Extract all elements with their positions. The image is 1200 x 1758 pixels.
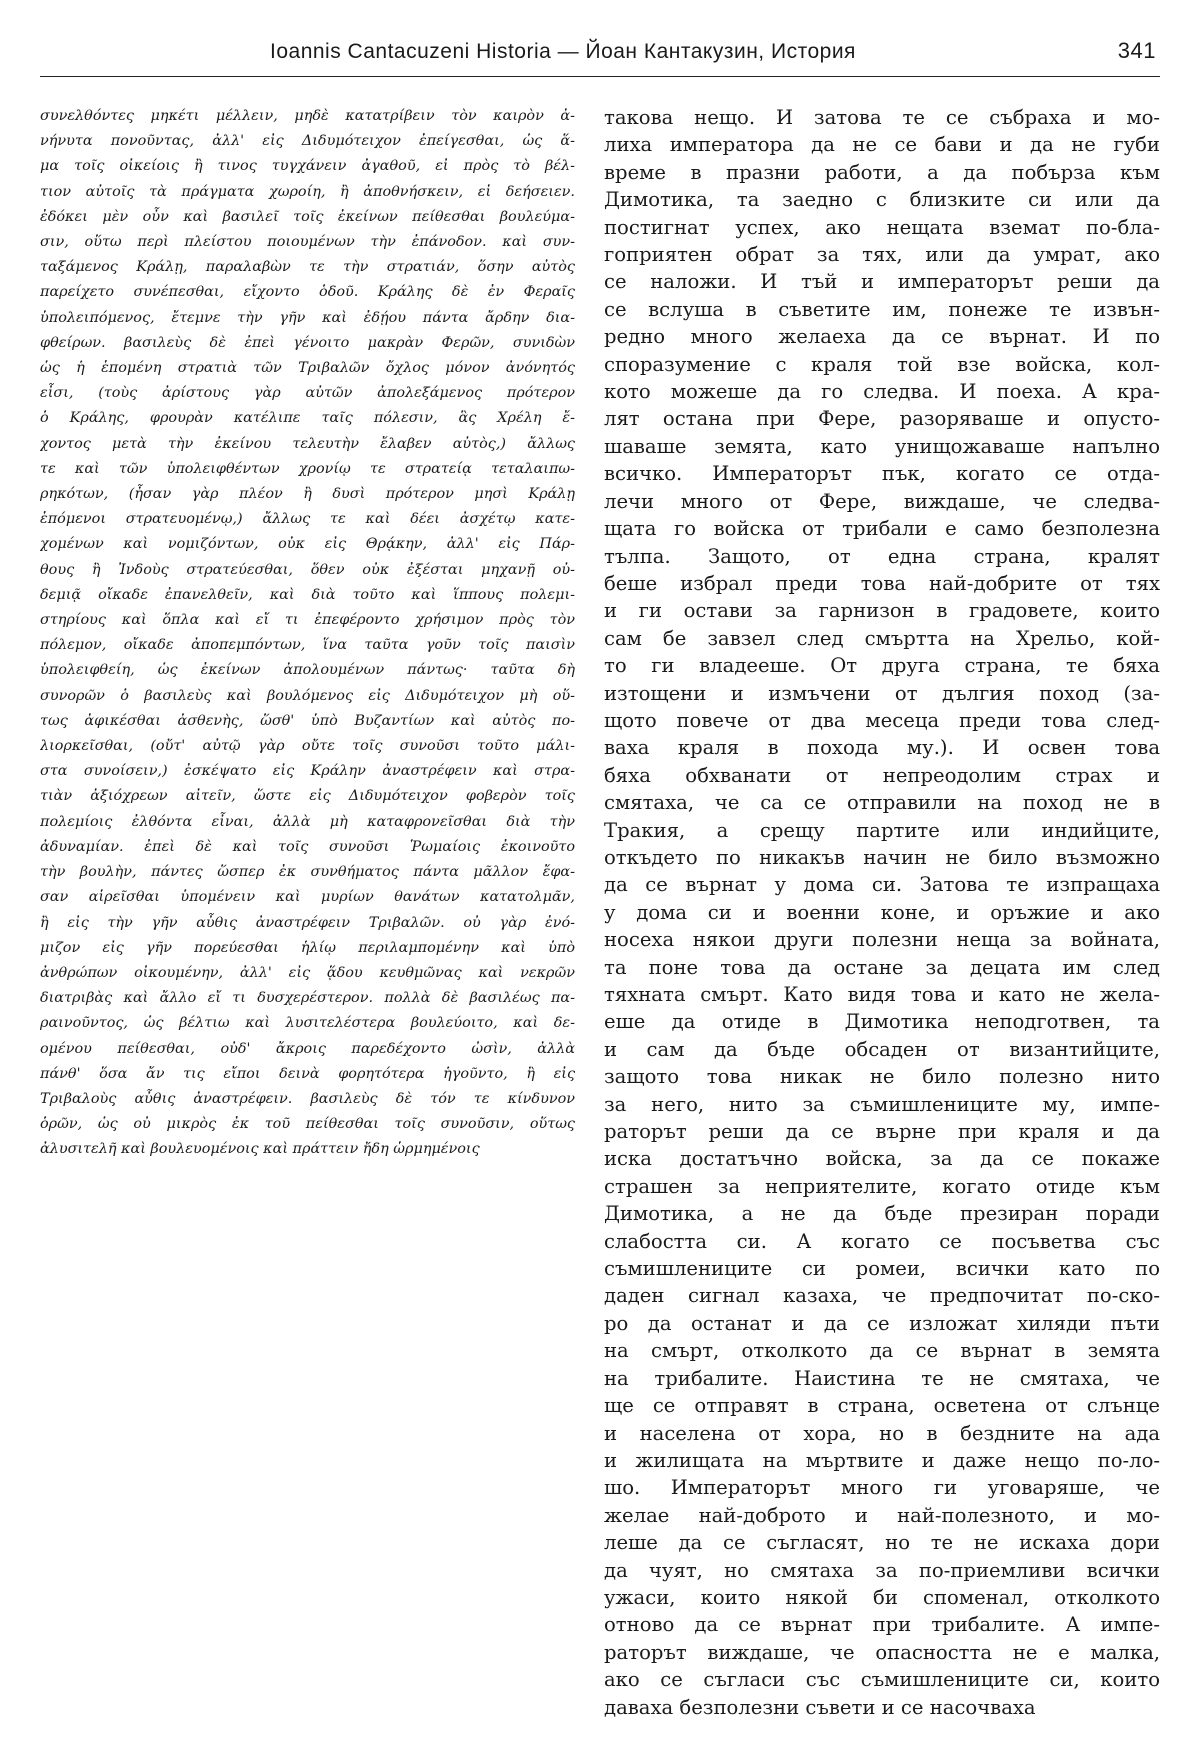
greek-text-line: μιζον εἰς γῆν πορεύεσθαι ἡλίῳ περιλαμπομένην καὶ ὑπὸ	[40, 939, 575, 956]
bulgarian-text-line: Тракия, а срещу партите или индийците,	[604, 818, 1160, 842]
bulgarian-text-line: еше да отиде в Димотика неподготвен, та	[604, 1010, 1160, 1034]
bulgarian-text-line: такова нещо. И затова те се събраха и мо-	[604, 106, 1160, 129]
bulgarian-text-line: на смърт, отколкото да се върнат в земята	[604, 1339, 1160, 1363]
greek-text-line: Τριβαλοὺς αὖθις ἀναστρέφειν. βασιλεὺς δὲ τόν τε κίνδυνον	[40, 1090, 575, 1107]
bulgarian-text-line: тълпа. Защото, от една страна, кралят	[604, 544, 1160, 568]
bulgarian-text-line: раторът реши да се върне при краля и да	[604, 1120, 1160, 1144]
greek-text-line: ομένου πείθεσθαι, οὐδ' ἄκροις παρεδέχοντο ὠσὶν, ἀλλὰ	[40, 1040, 575, 1057]
bulgarian-text-line: и жилищата на мъртвите и даже нещо по-ло-	[604, 1448, 1160, 1472]
bulgarian-text-line: лиха императора да не се бави и да не губи	[604, 133, 1160, 157]
greek-text-line: ὁ Κράλης, φρουρὰν κατέλιπε ταῖς πόλεσιν, ἃς Χρέλη ἔ-	[40, 410, 575, 427]
bulgarian-text-line: изтощени и измъчени от дългия поход (за-	[604, 681, 1160, 705]
bulgarian-text-line: тяхната смърт. Като видя това и като не жела-	[604, 983, 1160, 1006]
running-head	[40, 36, 1160, 77]
greek-text-line: παρείχετο συνέπεσθαι, εἴχοντο ὁδοῦ. Κράλης δὲ ἐν Φεραῖς	[40, 284, 575, 301]
bulgarian-text-line: сам бе завзел след смъртта на Хрельо, кой-	[604, 626, 1160, 650]
bulgarian-text-line: и сам да бъде обсаден от византийците,	[604, 1037, 1160, 1061]
greek-text-line: ὡς ἡ ἑπομένη στρατιὰ τῶν Τριβαλῶν ὄχλος μόνον ἀνόνητός	[40, 360, 575, 377]
bulgarian-text-line: редно много желаеха да се върнат. И по	[604, 325, 1160, 349]
bulgarian-text-line: се вслуша в съветите им, понеже те извън-	[604, 297, 1160, 321]
greek-text-line: μα τοῖς οἰκείοις ἢ τινος τυγχάνειν ἀγαθοῦ, εἰ πρὸς τὸ βέλ-	[40, 158, 575, 175]
bulgarian-text-line: ако се съгласи със съмишлениците си, които	[604, 1668, 1160, 1692]
bulgarian-text-line: за него, нито за съмишлениците му, импе-	[604, 1092, 1160, 1116]
greek-text-line: δεμιᾷ οἴκαδε ἐπανελθεῖν, καὶ διὰ τοῦτο καὶ ἵππους πολεμι-	[40, 586, 575, 603]
bulgarian-text-line: отново да се върнат при трибалите. А импе-	[604, 1613, 1160, 1637]
greek-text-line: συνελθόντες μηκέτι μέλλειν, μηδὲ κατατρίβειν τὸν καιρὸν ἀ-	[40, 108, 575, 124]
bulgarian-text-line: бяха обхванати от непреодолим страх и	[604, 763, 1160, 787]
greek-text-line: χομένων καὶ νομιζόντων, οὐκ εἰς Θρᾴκην, ἀλλ' εἰς Πάρ-	[40, 536, 575, 553]
bulgarian-text-line: ще се отправят в страна, осветена от слънце	[604, 1394, 1160, 1418]
bulgarian-text-line: споразумение с краля той взе войска, кол-	[604, 352, 1160, 376]
bulgarian-text-line: лечи много от Фере, виждаше, че следва-	[604, 489, 1160, 513]
bulgarian-text-line: се наложи. И тъй и императорът реши да	[604, 270, 1160, 294]
bulgarian-text-line: Димотика, а не да бъде презиран поради	[604, 1202, 1160, 1226]
greek-text-line: ἀλυσιτελῆ καὶ βουλευομένοις καὶ πράττειν ἤδη ὡρμημένοις	[40, 1141, 480, 1158]
bulgarian-text-line: шо. Императорът много ги уговаряше, че	[604, 1476, 1160, 1500]
bulgarian-text-line: раторът виждаше, че опасността не е малка,	[604, 1640, 1160, 1664]
bulgarian-text-line: у дома си и военни коне, и оръжие и ако	[604, 900, 1160, 924]
bulgarian-text-line: време в празни работи, а да побърза към	[604, 160, 1160, 184]
greek-text-line: χοντος μετὰ τὴν ἐκείνου τελευτὴν ἔλαβεν αὐτὸς,) ἄλλως	[40, 435, 575, 452]
greek-text-line: θους ἢ Ἰνδοὺς στρατεύεσθαι, ὅθεν οὐκ ἐξέσται μηχανῇ οὐ-	[40, 561, 575, 578]
bulgarian-text-line: шаваше земята, като унищожаваше напълно	[604, 434, 1160, 458]
bulgarian-text-line: щото повече от два месеца преди това след-	[604, 708, 1160, 732]
bulgarian-text-line: на трибалите. Наистина те не смятаха, че	[604, 1366, 1160, 1390]
greek-text-line: στα συνοίσειν,) ἐσκέψατο εἰς Κράλην ἀναστρέφειν καὶ στρα-	[40, 763, 575, 780]
bulgarian-text-line: и ги остави за гарнизон в градовете, които	[604, 599, 1160, 623]
bulgarian-text-line: кото можеше да го следва. И поеха. А кра-	[604, 380, 1160, 404]
running-title: Ioannis Cantacuzeni Historia — Йоан Кантакузин, История	[270, 40, 856, 63]
bulgarian-text-line: ро да останат и да се изложат хиляди пъти	[604, 1311, 1160, 1335]
bulgarian-text-line: леше да се съгласят, но те не искаха дори	[604, 1531, 1160, 1555]
greek-text-line: ἢ εἰς τὴν γῆν αὖθις ἀναστρέφειν Τριβαλῶν. οὐ γὰρ ἐνό-	[40, 914, 575, 931]
bulgarian-text-line: Димотика, та заедно с близките си или да	[604, 188, 1160, 212]
bulgarian-text-line: и населена от хора, но в бездните на ада	[604, 1421, 1160, 1445]
page-number: 341	[1117, 38, 1156, 63]
greek-text-line: διατριβὰς καὶ ἄλλο εἴ τι δυσχερέστερον. πολλὰ δὲ βασιλέως πα-	[40, 990, 575, 1007]
greek-text-line: εἶσι, (τοὺς ἀρίστους γὰρ αὐτῶν ἀπολεξάμενος πρότερον	[40, 385, 575, 402]
greek-text-line: τως ἀφικέσθαι ἀσθενὴς, ὥσθ' ὑπὸ Βυζαντίων καὶ αὐτὸς πο-	[40, 712, 575, 729]
greek-text-line: συνορῶν ὁ βασιλεὺς καὶ βουλόμενος εἰς Διδυμότειχον μὴ οὕ-	[40, 687, 575, 704]
greek-text-line: ὑπολειπόμενος, ἔτεμνε τὴν γῆν καὶ ἐδῄου πάντα ἄρδην δια-	[40, 309, 575, 326]
greek-text-line: πάνθ' ὅσα ἄν τις εἴποι δεινὰ φορητότερα ἡγοῦντο, ἢ εἰς	[40, 1065, 575, 1082]
bulgarian-text-line: постигнат успех, ако нещата вземат по-бла-	[604, 215, 1160, 239]
greek-text-line: τε καὶ τῶν ὑπολειφθέντων χρονίῳ τε στρατείᾳ τεταλαιπω-	[40, 460, 575, 477]
greek-text-line: ὑπολειφθείη, ὡς ἐκείνων ἀπολουμένων πάντως· ταῦτα δὴ	[40, 662, 575, 679]
bulgarian-text-line: гоприятен обрат за тях, или да умрат, ако	[604, 243, 1160, 267]
bulgarian-text-line: слабостта си. А когато се посъветва със	[604, 1229, 1160, 1253]
bulgarian-text-line: щата го войска от трибали е само безполезна	[604, 517, 1160, 541]
bulgarian-text-line: беше избрал преди това най-добрите от тях	[604, 571, 1160, 595]
bulgarian-text-line: ваха краля в похода му.). И освен това	[604, 736, 1160, 760]
bulgarian-text-line: да се върнат у дома си. Затова те изпращаха	[604, 873, 1160, 897]
greek-text-line: λιορκεῖσθαι, (οὔτ' αὐτῷ γὰρ οὔτε τοῖς συνοῦσι τοῦτο μάλι-	[40, 738, 575, 755]
bulgarian-text-line: лят остана при Фере, разоряваше и опусто-	[604, 407, 1160, 431]
greek-text-line: ὁρῶν, ὡς οὐ μικρὸς ἐκ τοῦ πείθεσθαι τοῖς συνοῦσιν, οὕτως	[40, 1116, 575, 1133]
bulgarian-text-line: всичко. Императорът пък, когато се отда-	[604, 462, 1160, 486]
bulgarian-text-line: защото това никак не било полезно нито	[604, 1065, 1160, 1089]
bulgarian-text-line: смятаха, че са се отправили на поход не в	[604, 791, 1160, 815]
bulgarian-text-line: даден сигнал казаха, че предпочитат по-ско-	[604, 1284, 1160, 1308]
greek-text-line: ρηκότων, (ἦσαν γὰρ πλέον ἢ δυσὶ πρότερον μησὶ Κράλῃ	[40, 486, 575, 503]
bulgarian-text-line: ужаси, които някой би споменал, отколкото	[604, 1585, 1160, 1609]
greek-text-line: ἐδόκει μὲν οὖν καὶ βασιλεῖ τοῖς ἐκείνων πείθεσθαι βουλεύμα-	[40, 208, 575, 225]
greek-text-line: ραινοῦντος, ὡς βέλτιω καὶ λυσιτελέστερα βουλεύοιτο, καὶ δε-	[40, 1015, 575, 1032]
bulgarian-text-line: съмишлениците си ромеи, всички като по	[604, 1257, 1160, 1281]
greek-text-column	[40, 104, 575, 1163]
greek-text-line: πόλεμον, οἴκαδε ἀποπεμπόντων, ἵνα ταῦτα γοῦν τοῖς παισὶν	[40, 637, 575, 654]
greek-text-line: ἀνθρώπων οἰκουμένην, ἀλλ' εἰς ᾅδου κευθμῶνας καὶ νεκρῶν	[40, 964, 575, 981]
greek-text-line: στηρίους καὶ ὅπλα καὶ εἴ τι ἐπεφέροντο χρήσιμον πρὸς τὸν	[40, 612, 575, 629]
bulgarian-text-line: та поне това да остане за децата им след	[604, 955, 1160, 979]
bulgarian-text-line: откъдето по никакъв начин не било възможно	[604, 845, 1160, 869]
bulgarian-text-line: да чуят, но смятаха за по-приемливи всички	[604, 1558, 1160, 1582]
greek-text-line: ἑπόμενοι στρατευομένῳ,) ἄλλως τε καὶ δέει ἀσχέτῳ κατε-	[40, 511, 575, 528]
bulgarian-text-line: носеха някои други полезни неща за войната,	[604, 928, 1160, 952]
bulgarian-text-line: то ги владееше. От друга страна, те бяха	[604, 654, 1160, 678]
greek-text-line: σαν αἱρεῖσθαι ὑπομένειν καὶ μυρίων θανάτων κατατολμᾶν,	[40, 889, 575, 906]
greek-text-line: ταξάμενος Κράλῃ, παραλαβὼν τε τὴν στρατιάν, ὅσην αὐτὸς	[40, 259, 575, 276]
greek-text-line: σιν, οὕτω περὶ πλείστου ποιουμένων τὴν ἐπάνοδον. καὶ συν-	[40, 234, 575, 251]
bulgarian-text-line: страшен за неприятелите, когато отиде към	[604, 1174, 1160, 1198]
bulgarian-text-line: желае най-доброто и най-полезното, и мо-	[604, 1503, 1160, 1527]
greek-text-line: τὴν βουλὴν, πάντες ὥσπερ ἐκ συνθήματος πάντα μᾶλλον ἔφα-	[40, 864, 575, 881]
greek-text-line: τιον αὐτοῖς τὰ πράγματα χωροίη, ἢ ἀποθνήσκειν, εἰ δεήσειεν.	[40, 183, 575, 200]
greek-text-line: ἀδυναμίαν. ἐπεὶ δὲ καὶ τοῖς συνοῦσι Ῥωμαίοις ἐκοινοῦτο	[40, 838, 575, 855]
greek-text-line: νήνυτα πονοῦντας, ἀλλ' εἰς Διδυμότειχον ἐπείγεσθαι, ὡς ἅ-	[40, 133, 575, 150]
bulgarian-text-line: даваха безполезни съвети и се насочваха	[604, 1695, 1036, 1719]
greek-text-line: τιὰν ἀξιόχρεων αἰτεῖν, ὥστε εἰς Διδυμότειχον φοβερὸν τοῖς	[40, 788, 575, 805]
greek-text-line: πολεμίοις ἐλθόντα εἶναι, ἀλλὰ μὴ καταφρονεῖσθαι διὰ τὴν	[40, 813, 575, 830]
bulgarian-translation-column	[604, 104, 1160, 1721]
greek-text-line: φθείρων. βασιλεὺς δὲ ἐπεὶ γένοιτο μακρὰν Φερῶν, συνιδὼν	[40, 334, 575, 351]
bulgarian-text-line: иска достатъчно войска, за да се покаже	[604, 1147, 1160, 1171]
